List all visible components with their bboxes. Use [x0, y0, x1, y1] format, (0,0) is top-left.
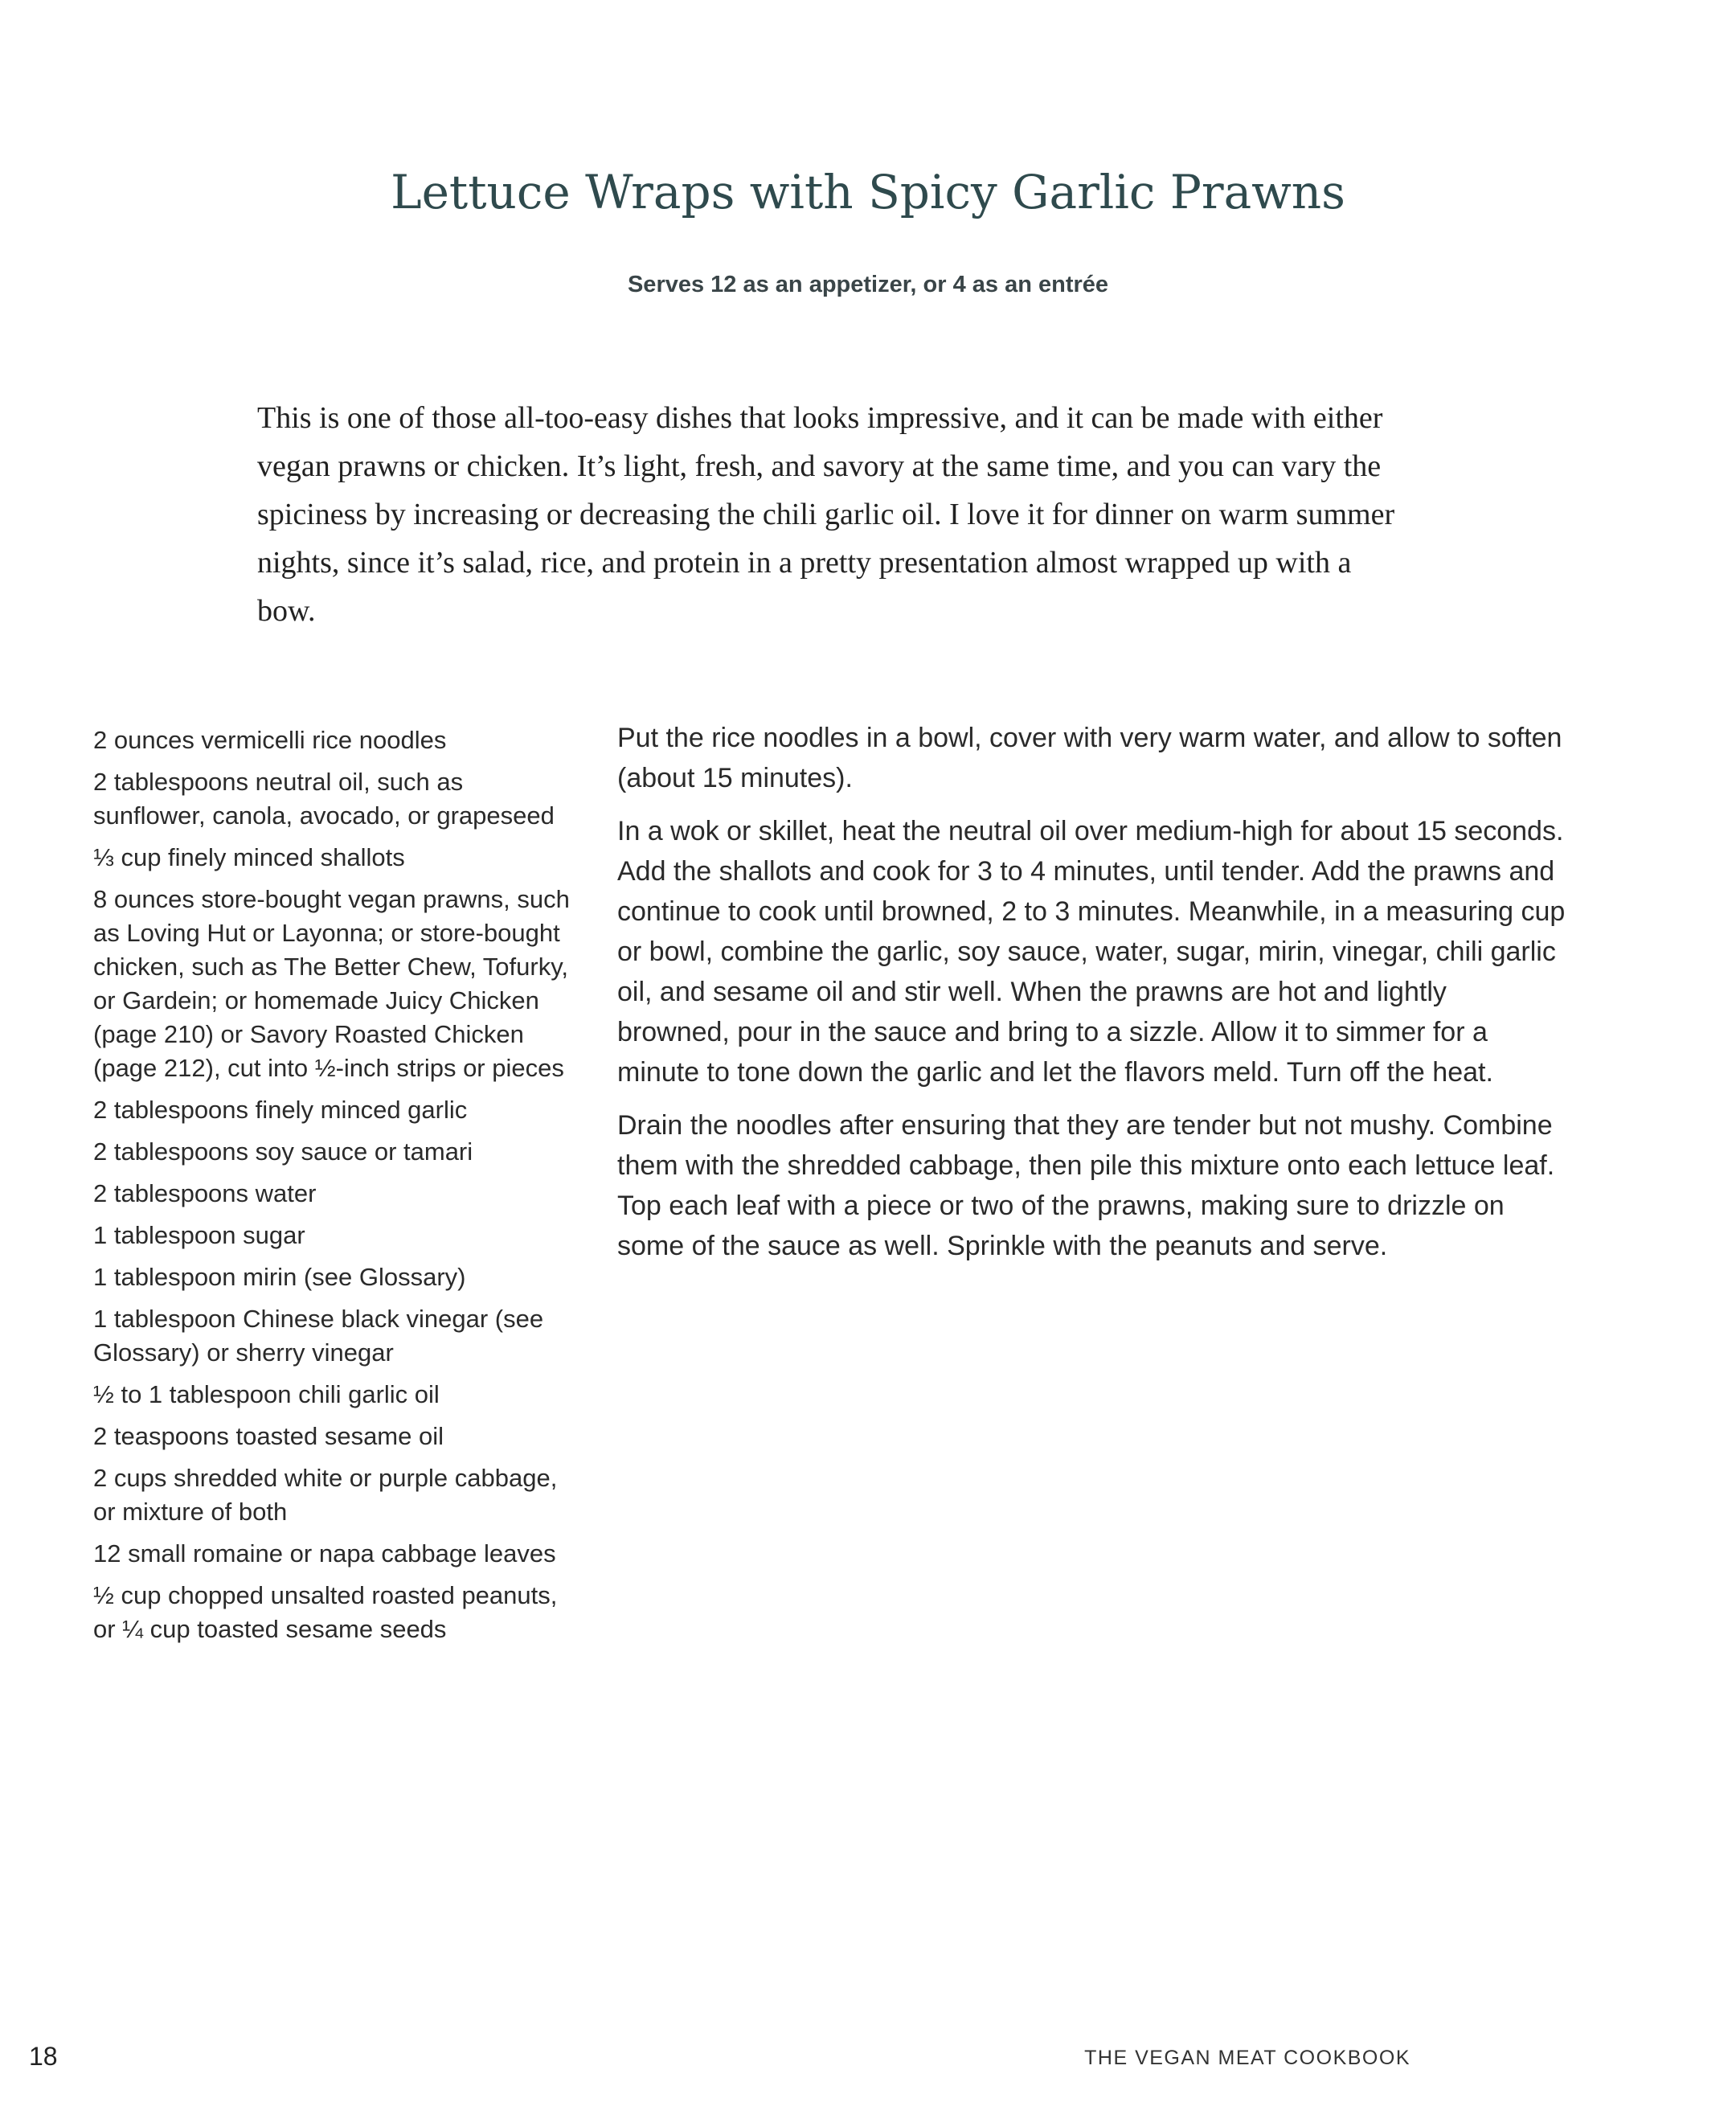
method-step: Drain the noodles after ensuring that they are tender but not mushy. Combine them with the shredded cabbage, then pile this mixture onto each lettuce leaf. Top each leaf with a piece or two of the prawns, making sure to drizzle on some of the sauce as well. Sprinkle with the peanuts and serve. [617, 1110, 1555, 1261]
method-step: Put the rice noodles in a bowl, cover with very warm water, and allow to soften (about 15 minutes). [617, 723, 1562, 793]
ingredient-item: 2 cups shredded white or purple cabbage, or mixture of both [93, 1464, 558, 1526]
recipe-serves: Serves 12 as an appetizer, or 4 as an entrée [627, 272, 1109, 297]
book-title-footer: THE VEGAN MEAT COOKBOOK [1084, 2047, 1410, 2069]
ingredient-item: 2 teaspoons toasted sesame oil [93, 1422, 444, 1450]
ingredient-item: 1 tablespoon Chinese black vinegar (see Glossary) or sherry vinegar [93, 1305, 544, 1367]
page-number: 18 [29, 2042, 58, 2071]
recipe-title: Lettuce Wraps with Spicy Garlic Prawns [391, 165, 1345, 219]
method-steps [617, 718, 1566, 1279]
ingredient-item: ½ cup chopped unsalted roasted peanuts, or ¼ cup toasted sesame seeds [93, 1581, 558, 1643]
ingredient-item: 2 tablespoons soy sauce or tamari [93, 1137, 473, 1166]
ingredient-item: 1 tablespoon mirin (see Glossary) [93, 1263, 466, 1291]
ingredient-item: 2 tablespoons neutral oil, such as sunflower, canola, avocado, or grapeseed [93, 768, 555, 830]
ingredient-item: 2 ounces vermicelli rice noodles [93, 726, 447, 754]
ingredient-list [93, 723, 575, 1654]
ingredient-item: 1 tablespoon sugar [93, 1221, 305, 1249]
ingredient-item: 2 tablespoons finely minced garlic [93, 1096, 468, 1124]
recipe-intro: This is one of those all-too-easy dishes that looks impressive, and it can be made with either vegan prawns or chicken. It’s light, fresh, and savory at the same time, and you can vary the spiciness by increasing or decreasing the chili garlic oil. I love it for dinner on warm summer nights, since it’s salad, rice, and protein in a pretty presentation almost wrapped up with a bow. [257, 401, 1395, 628]
ingredient-item: 2 tablespoons water [93, 1179, 317, 1207]
ingredient-item: ½ to 1 tablespoon chili garlic oil [93, 1380, 440, 1408]
method-step: In a wok or skillet, heat the neutral oil over medium-high for about 15 seconds. Add the shallots and cook for 3 to 4 minutes, until tender. Add the prawns and continue to cook until browned, 2 to 3 minutes. Meanwhile, in a measuring cup or bowl, combine the garlic, soy sauce, water, sugar, mirin, vinegar, chili garlic oil, and sesame oil and stir well. When the prawns are hot and lightly browned, pour in the sauce and bring to a sizzle. Allow it to simmer for a minute to tone down the garlic and let the flavors meld. Turn off the heat. [617, 816, 1566, 1088]
ingredient-item: ⅓ cup finely minced shallots [93, 843, 405, 871]
ingredient-item: 8 ounces store-bought vegan prawns, such as Loving Hut or Layonna; or store-bought chicken, such as The Better Chew, Tofurky, or Gardein; or homemade Juicy Chicken (page 210) or Savory Roasted Chicken (page 212), cut into ½-inch strips or pieces [93, 885, 570, 1082]
ingredient-item: 12 small romaine or napa cabbage leaves [93, 1539, 556, 1568]
